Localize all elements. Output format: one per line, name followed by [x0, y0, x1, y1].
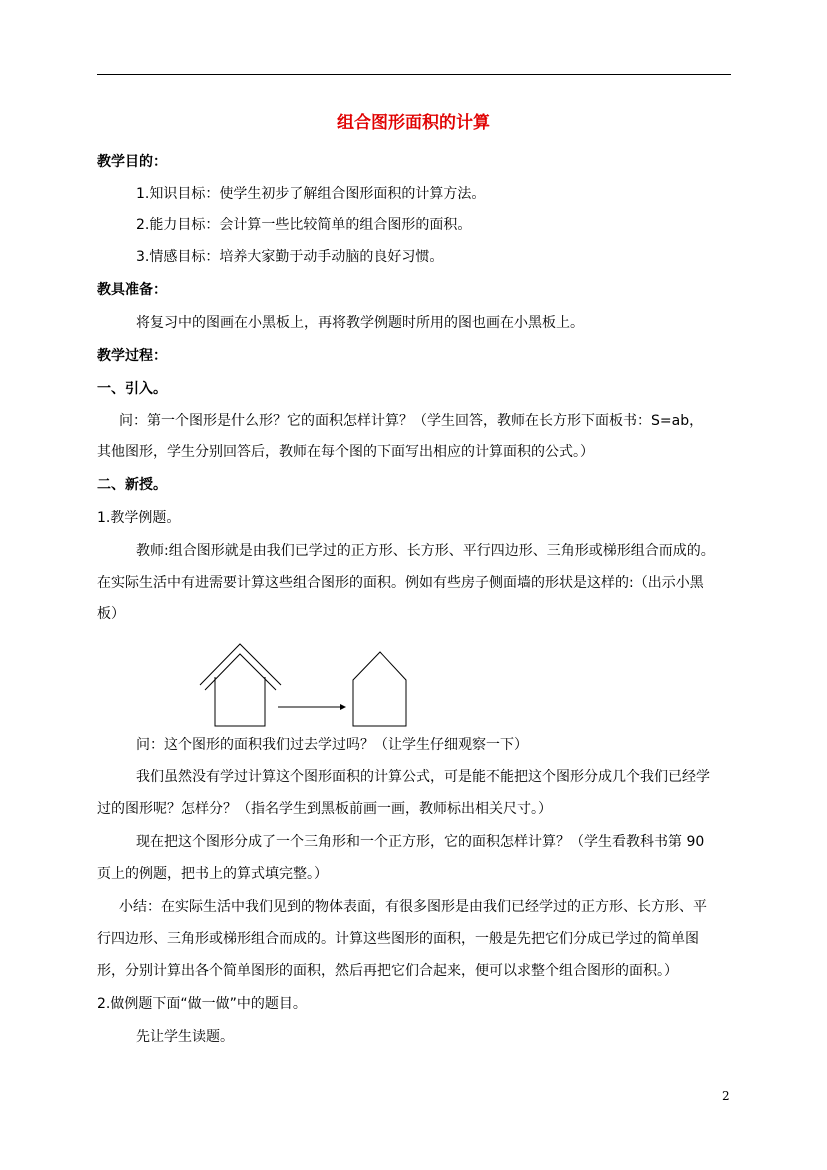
objective-2: 2.能力目标：会计算一些比较简单的组合图形的面积。 — [136, 217, 472, 233]
summary-line1: 小结：在实际生活中我们见到的物体表面，有很多图形是由我们已经学过的正方形、长方形、平 — [119, 899, 707, 915]
pentagon-shape — [353, 652, 406, 726]
summary-line3: 形，分别计算出各个简单图形的面积，然后再把它们合起来，便可以求整个组合图形的面积。） — [97, 963, 678, 979]
house-roof-outer — [200, 644, 281, 685]
teacher-line1: 教师:组合图形就是由我们已学过的正方形、长方形、平行四边形、三角形或梯形组合而成的。 — [136, 543, 715, 559]
document-title: 组合图形面积的计算 — [337, 113, 490, 133]
arrow-head — [340, 704, 346, 710]
page-number: 2 — [722, 1089, 730, 1103]
objective-1: 1.知识目标：使学生初步了解组合图形面积的计算方法。 — [136, 186, 486, 202]
item-1: 1.教学例题。 — [97, 510, 181, 526]
part1-paragraph-line2: 其他图形，学生分别回答后，教师在每个图的下面写出相应的计算面积的公式。） — [97, 444, 594, 460]
item-2: 2.做例题下面“做一做”中的题目。 — [97, 996, 307, 1012]
para-a-line1: 我们虽然没有学过计算这个图形面积的计算公式，可是能不能把这个图形分成几个我们已经学 — [136, 769, 710, 785]
para-b-line2: 页上的例题，把书上的算式填完整。） — [97, 866, 328, 882]
house-diagram — [195, 640, 415, 730]
question-2: 问：这个图形的面积我们过去学过吗？（让学生仔细观察一下） — [136, 737, 528, 753]
part2-heading: 二、新授。 — [97, 477, 167, 493]
para-b-line1: 现在把这个图形分成了一个三角形和一个正方形，它的面积怎样计算？（学生看教科书第 90 — [136, 834, 705, 850]
prep-heading: 教具准备： — [97, 282, 167, 298]
objective-3: 3.情感目标：培养大家勤于动手动脑的良好习惯。 — [136, 249, 444, 265]
item-2-text: 先让学生读题。 — [136, 1029, 234, 1045]
teacher-line2: 在实际生活中有进需要计算这些组合图形的面积。例如有些房子侧面墙的形状是这样的:（出示小黑 — [97, 575, 704, 591]
teacher-line3: 板） — [97, 606, 125, 622]
para-a-line2: 过的图形呢？怎样分？（指名学生到黑板前画一画，教师标出相关尺寸。） — [97, 801, 552, 817]
house-walls — [215, 677, 265, 726]
part1-heading: 一、引入。 — [97, 381, 167, 397]
prep-text: 将复习中的图画在小黑板上，再将教学例题时所用的图也画在小黑板上。 — [136, 315, 584, 331]
process-heading: 教学过程： — [97, 348, 167, 364]
summary-line2: 行四边形、三角形或梯形组合而成的。计算这些图形的面积，一般是先把它们分成已学过的简单图 — [97, 931, 699, 947]
header-rule — [97, 74, 731, 75]
objectives-heading: 教学目的： — [97, 154, 167, 170]
part1-paragraph-line1: 问：第一个图形是什么形？它的面积怎样计算？（学生回答，教师在长方形下面板书：S=ab， — [119, 413, 704, 429]
